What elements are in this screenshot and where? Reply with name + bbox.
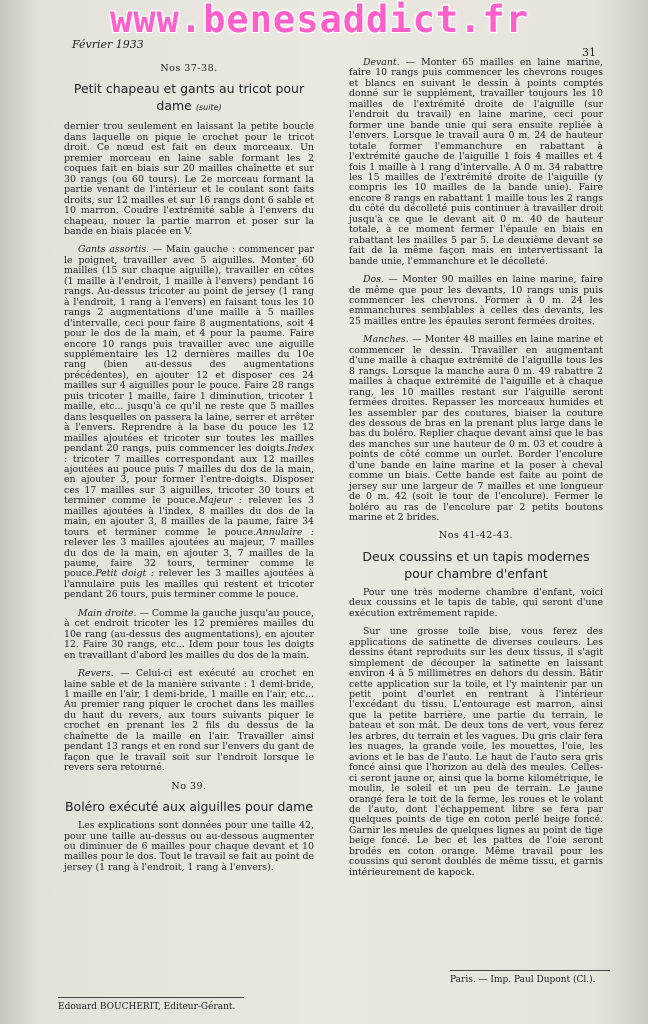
revers-text: — Celui-ci est exécuté au crochet en laine sable et de la manière suivante : 1 demi-bride, 1 maille en l'air, 1 demi-bride, 1 maille en l'air, etc... Au premier rang piquer le crochet dans les mailles du haut du revers, aux tours suivants piquer le crochet en prenant les 2 fils du dessus de la chaînette de la maille en l'air. Travailler ainsi pendant 13 rangs et en rond sur l'envers du gant de façon que le travail soit sur l'endroit lorsque le revers sera retourné. xyxy=(64,668,314,774)
section-title: Boléro exécuté aux aiguilles pour dame xyxy=(64,799,314,815)
gants-text: — Main gauche : commencer par le poignet, travailler avec 5 aiguilles. Monter 60 mailles (15 sur chaque aiguille), travailler en côtes (1 maille à l'endroit, 1 maille à l'envers) pendant 16 rangs. Au-dessus tricoter au point de jersey (1 rang à l'endroit, 1 rang à l'envers) en faisant tous les 10 rangs 2 augmentations d'une maille à 5 mailles d'intervalle, ceci pour faire 8 augmentations, soit 4 pour le dos de la main, et 4 pour la paume. Faire encore 10 rangs puis travailler avec une aiguille supplémentaire les 12 dernières mailles du 10e rang (bien au-dessus des augmentations précédentes), en ajouter 12 et disposer ces 24 mailles sur 4 aiguilles pour le pouce. Faire 28 rangs puis tricoter 1 maille, faire 1 diminution, tricoter 1 maille, etc... jusqu'à ce qu'il ne reste que 5 mailles dans lesquelles on passera la laine, serrer et arrêter à l'envers. Reprendre à la base du pouce les 12 mailles ajoutées et tricoter sur toutes les mailles pendant 20 rangs, puis commencer les doigts. xyxy=(64,244,314,455)
petit-doigt-text: relever les 3 mailles ajoutées à l'annulaire puis les mailles qui restent et tricoter pendant 26 tours, puis terminer comme le pouce. xyxy=(64,568,314,601)
manches-label: Manches. xyxy=(363,334,409,346)
dos-label: Dos. xyxy=(363,274,384,286)
paragraph: Les explications sont données pour une taille 42, pour une taille au-dessus ou au-dessous augmenter ou diminuer de 6 mailles pour chaque devant et 10 mailles pour le dos. Tout le travail se fait au point de jersey (1 rang à l'endroit, 1 rang à l'envers). xyxy=(64,820,314,873)
index-text: tricoter 7 mailles correspondant aux 12 mailles ajoutées au pouce puis 7 mailles du dos de la main, en ajouter 3, pour former l'entre-doigts. Disposer ces 17 mailles sur 3 aiguilles, tricoter 30 tours et terminer comme le pouce. xyxy=(64,453,314,507)
petit-doigt-label: Petit doigt : xyxy=(95,568,155,580)
section-title-text: Petit chapeau et gants au tricot pour dame xyxy=(73,81,305,114)
devant-text: — Monter 65 mailles en laine marine, faire 10 rangs puis commencer les chevrons rouges et blancs en suivant le dessin à points comptés donné sur le supplément, travailler toujours les 10 mailles de l'extrémité droite de l'aiguille (sur l'endroit du travail) en laine marine, ceci pour former une bande unie qui sera ensuite repliée à l'envers. Lorsque le travail aura 0 m. 24 de hauteur totale former l'emmanchure en rabattant à l'extrémité gauche de l'aiguille 1 fois 4 mailles et 4 fois 1 maille à 1 rang d'intervalle. A 0 m. 34 rabattre les 15 mailles de l'extrémité droite de l'aiguille (y compris les 10 mailles de la bande unie). Faire encore 8 rangs en rabattant 1 maille tous les 2 rangs du côté du décolleté puis continuer à travailler droit jusqu'à ce que le devant ait 0 m. 40 de hauteur totale, à ce moment fermer l'épaule en biais en rabattant les mailles 5 par 5. Le deuxième devant se fait de la même façon mais en intervertissant la bande unie, l'emmanchure et le décolleté. xyxy=(349,57,603,267)
footer-printer: Paris. — Imp. Paul Dupont (Cl.). xyxy=(450,970,610,985)
main-droite-label: Main droite. xyxy=(78,607,137,619)
pattern-number: No 39. xyxy=(171,780,207,792)
paragraph-revers xyxy=(64,669,314,774)
paragraph: Pour une très moderne chambre d'enfant, voici deux coussins et le tapis de table, qui seront d'une exécution extrêmement rapide. xyxy=(349,586,603,619)
paragraph: Sur une grosse toile bise, vous ferez des applications de satinette de diverses couleurs. Les dessins étant reproduits sur les deux tissus, il s'agit simplement de découper la satinette en laissant environ 4 à 5 millimètres en dehors du dessin. Bâtir cette application sur la toile, et l'y maintenir par un petit point d'ourlet en rentrant à l'intérieur l'excédant du tissu. L'entourage est marron, ainsi que la petite barrière, une partie du terrain, le bateau et son mât. De deux tons de vert, vous ferez les arbres, du terrain et les vagues. Du gris clair fera les nuages, la grande voile, les mouettes, l'oie, les avions et le bas de l'auto. Le haut de l'auto sera gris foncé ainsi que l'horizon au delà des meules. Celles-ci seront jaune or, ainsi que la borne kilométrique, le moulin, le soleil et un peu de terrain. Le jaune orangé fera le toit de la ferme, les roues et le volant de l'auto, dont l'échappement libre se fera par quelques points de tige en coton perlé beige foncé. Garnir les meules de quelques lignes au point de tige beige foncé. Le bec et les pattes de l'oie seront brodés en coton orange. Même travail pour les coussins qui seront doublés de même tissu, et garnis intérieurement de kapock. xyxy=(349,626,603,878)
index-label: Index : xyxy=(64,443,314,465)
left-column xyxy=(64,58,314,881)
paragraph-devant xyxy=(349,58,603,267)
devant-label: Devant. xyxy=(363,57,400,68)
issue-date: Février 1933 xyxy=(72,38,144,51)
gants-label: Gants assortis. xyxy=(78,244,150,256)
manches-text: — Monter 48 mailles en laine marine et commencer le dessin. Travailler en augmentant d'une maille à chaque extrémité de l'aiguille tous les 8 rangs. Lorsque la manche aura 0 m. 49 rabattre 2 mailles à chaque extrémité de l'aiguille et à chaque rang, les 10 mailles restant sur l'aiguille seront fermées droites. Repasser les morceaux humides et les assembler par des coutures, biaiser la couture des dessous de bras en la prenant plus large dans le bas du boléro. Replier chaque devant ainsi que le bas des manches sur une hauteur de 0 m. 03 et coudre à points de côté comme un ourlet. Border l'encolure d'une bande en laine marine et la poser à cheval comme un biais. Cette bande est faite au point de jersey sur une largeur de 7 mailles et une longueur de 0 m. 42 (soit le tour de l'encolure). Fermer le boléro au ras de l'encolure par 2 petits boutons marine et 2 brides. xyxy=(349,334,603,524)
section-title-suffix: (suite) xyxy=(195,103,222,113)
watermark-url: www.benesaddict.fr xyxy=(110,0,529,41)
dos-text: — Monter 90 mailles en laine marine, faire de même que pour les devants, 10 rangs unis puis commencer les chevrons. Former à 0 m. 24 les emmanchures semblables à celles des devants, les 25 mailles entre les épaules seront fermées droites. xyxy=(349,274,603,327)
right-column xyxy=(349,58,603,886)
majeur-text: relever les 3 mailles ajoutées à l'index, 8 mailles du dos de la main, en ajouter 3, 8 mailles de la paume, faire 34 tours et terminer comme le pouce. xyxy=(64,495,314,538)
footer-editor: Edouard BOUCHERIT, Editeur-Gérant. xyxy=(58,997,244,1012)
majeur-label: Majeur : xyxy=(198,495,243,507)
annulaire-text: relever les 3 mailles ajoutées au majeur, 7 mailles du dos de la main, en ajouter 3, 7 mailles de la paume, faire 32 tours, terminer comme le pouce. xyxy=(64,537,314,580)
revers-label: Revers. xyxy=(78,668,114,680)
paragraph-manches xyxy=(349,335,603,523)
paragraph-main-droite xyxy=(64,609,314,661)
paragraph: dernier trou seulement en laissant la petite boucle dans laquelle on pique le crochet pour le tricot droit. Ce nœud est fait en deux morceaux. Un premier morceau en laine sable formant les 2 coques fait en biais sur 20 mailles chaînette et sur 30 rangs (ou 60 tours). Le 2e morceau formant la partie venant de l'intérieur et le coulant sont faits droits, sur 12 mailles et sur 16 rangs dont 6 sable et 10 marron. Coudre l'extrémité sable à l'envers du chapeau, nouer la partie marron et poser sur la bande en biais placée en V. xyxy=(64,121,314,237)
paragraph-dos xyxy=(349,275,603,327)
section-title xyxy=(64,80,314,116)
pattern-number: Nos 41-42-43. xyxy=(438,530,514,542)
page-number: 31 xyxy=(582,46,596,59)
pattern-number: Nos 37-38. xyxy=(160,63,218,74)
main-droite-text: — Comme la gauche jusqu'au pouce, à cet endroit tricoter les 12 premières mailles du 10e rang (au-dessus des augmentations), en ajouter 12. Faire 30 rangs, etc... Idem pour tous les doigts en travaillant d'abord les mailles du dos de la main. xyxy=(64,607,314,661)
annulaire-label: Annulaire : xyxy=(256,526,314,538)
paragraph-gants xyxy=(64,245,314,600)
section-title: Deux coussins et un tapis modernes pour chambre d'enfant xyxy=(362,548,590,581)
